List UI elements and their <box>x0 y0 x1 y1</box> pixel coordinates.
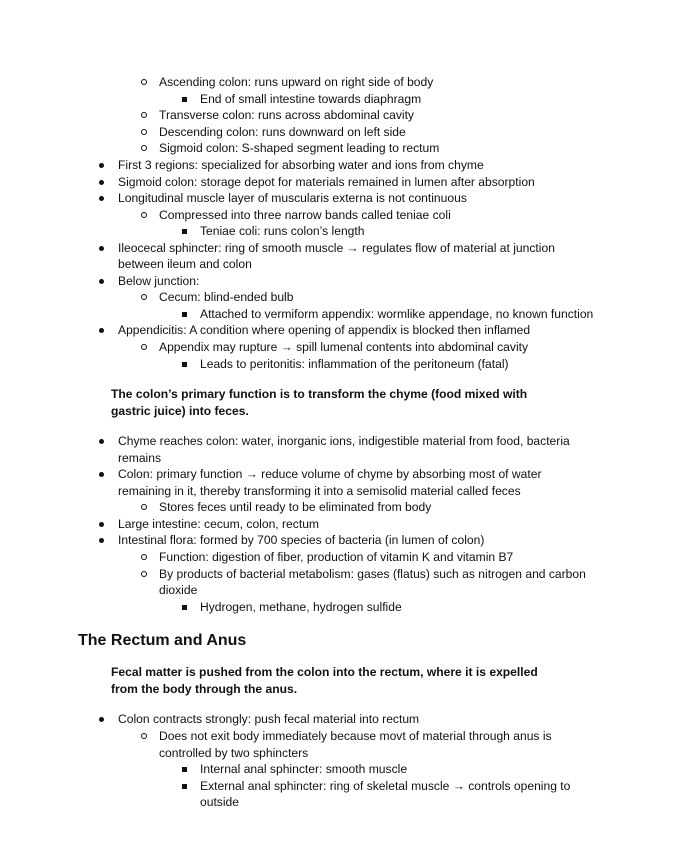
hollow-bullet-icon <box>141 504 147 510</box>
callout-line: Fecal matter is pushed from the colon into the rectum, where it is expelled <box>111 665 538 679</box>
list-item-continuation <box>0 582 691 598</box>
square-bullet-icon <box>182 784 187 789</box>
list-item-text: remaining in it, thereby transforming it into a semisolid material called feces <box>118 484 521 498</box>
hollow-bullet-icon <box>141 294 147 300</box>
list-item-text: Transverse colon: runs across abdominal cavity <box>159 108 414 122</box>
bullet-icon <box>99 180 104 185</box>
square-bullet-icon <box>182 767 187 772</box>
list-item-text: Leads to peritonitis: inflammation of the peritoneum (fatal) <box>200 357 509 371</box>
list-item-text: Cecum: blind-ended bulb <box>159 290 294 304</box>
hollow-bullet-icon <box>141 212 147 218</box>
list-item <box>0 273 691 289</box>
list-item <box>0 339 691 355</box>
bullet-icon <box>99 163 104 168</box>
list-item <box>0 516 691 532</box>
list-item <box>0 761 691 777</box>
list-item <box>0 566 691 582</box>
list-item-continuation <box>0 745 691 761</box>
list-item <box>0 223 691 239</box>
bullet-icon <box>99 538 104 543</box>
list-item-text: Descending colon: runs downward on left side <box>159 125 406 139</box>
square-bullet-icon <box>182 229 187 234</box>
list-item <box>0 91 691 107</box>
list-item-text: Does not exit body immediately because movt of material through anus is <box>159 729 552 743</box>
list-item <box>0 599 691 615</box>
section-heading: The Rectum and Anus <box>78 632 247 649</box>
list-item-text: External anal sphincter: ring of skeletal muscle → controls opening to <box>200 779 571 793</box>
hollow-bullet-icon <box>141 344 147 350</box>
list-item-text: dioxide <box>159 583 198 597</box>
list-item-text: Function: digestion of fiber, production of vitamin K and vitamin B7 <box>159 550 514 564</box>
hollow-bullet-icon <box>141 145 147 151</box>
bullet-icon <box>99 246 104 251</box>
list-item <box>0 356 691 372</box>
list-item <box>0 107 691 123</box>
bullet-icon <box>99 328 104 333</box>
list-item-continuation <box>0 256 691 272</box>
list-item <box>0 157 691 173</box>
bullet-icon <box>99 196 104 201</box>
list-item-text: Internal anal sphincter: smooth muscle <box>200 762 408 776</box>
list-item <box>0 322 691 338</box>
list-item-text: controlled by two sphincters <box>159 746 309 760</box>
hollow-bullet-icon <box>141 112 147 118</box>
list-item-continuation <box>0 794 691 810</box>
list-item-text: Intestinal flora: formed by 700 species of bacteria (in lumen of colon) <box>118 533 485 547</box>
list-item <box>0 289 691 305</box>
bullet-icon <box>99 439 104 444</box>
bullet-icon <box>99 717 104 722</box>
square-bullet-icon <box>182 97 187 102</box>
list-item <box>0 240 691 256</box>
hollow-bullet-icon <box>141 571 147 577</box>
list-item <box>0 124 691 140</box>
list-item-text: Chyme reaches colon: water, inorganic ions, indigestible material from food, bacteria <box>118 434 570 448</box>
list-item <box>0 174 691 190</box>
list-item-text: Appendicitis: A condition where opening of appendix is blocked then inflamed <box>118 323 531 337</box>
list-item-text: Large intestine: cecum, colon, rectum <box>118 517 319 531</box>
list-item-text: between ileum and colon <box>118 257 252 271</box>
list-item <box>0 728 691 744</box>
callout-line: from the body through the anus. <box>111 682 298 696</box>
list-item-continuation <box>0 450 691 466</box>
list-item-text: Ileocecal sphincter: ring of smooth muscle → regulates flow of material at junction <box>118 241 555 255</box>
hollow-bullet-icon <box>141 79 147 85</box>
list-item <box>0 207 691 223</box>
bullet-icon <box>99 472 104 477</box>
hollow-bullet-icon <box>141 733 147 739</box>
list-item-text: Sigmoid colon: S-shaped segment leading to rectum <box>159 141 440 155</box>
list-item-text: Attached to vermiform appendix: wormlike appendage, no known function <box>200 307 594 321</box>
list-item-text: remains <box>118 451 162 465</box>
list-item <box>0 306 691 322</box>
bullet-icon <box>99 522 104 527</box>
list-item-text: Teniae coli: runs colon’s length <box>200 224 365 238</box>
hollow-bullet-icon <box>141 129 147 135</box>
list-item <box>0 190 691 206</box>
list-item-text: Colon contracts strongly: push fecal material into rectum <box>118 712 420 726</box>
callout-line: The colon’s primary function is to transform the chyme (food mixed with <box>111 387 528 401</box>
list-item <box>0 466 691 482</box>
list-item-text: First 3 regions: specialized for absorbing water and ions from chyme <box>118 158 484 172</box>
list-item <box>0 778 691 794</box>
list-item-text: Appendix may rupture → spill lumenal contents into abdominal cavity <box>159 340 529 354</box>
square-bullet-icon <box>182 605 187 610</box>
list-item-text: Compressed into three narrow bands called teniae coli <box>159 208 451 222</box>
list-item <box>0 711 691 727</box>
bullet-icon <box>99 279 104 284</box>
list-item-text: Sigmoid colon: storage depot for materials remained in lumen after absorption <box>118 175 535 189</box>
list-item-text: Ascending colon: runs upward on right side of body <box>159 75 434 89</box>
list-item-text: Below junction: <box>118 274 200 288</box>
list-item-text: Colon: primary function → reduce volume of chyme by absorbing most of water <box>118 467 542 481</box>
list-item <box>0 549 691 565</box>
list-item-text: outside <box>200 795 239 809</box>
list-item <box>0 499 691 515</box>
list-item <box>0 433 691 449</box>
list-item <box>0 74 691 90</box>
square-bullet-icon <box>182 362 187 367</box>
list-item-text: End of small intestine towards diaphragm <box>200 92 422 106</box>
list-item <box>0 140 691 156</box>
callout-line: gastric juice) into feces. <box>111 404 249 418</box>
list-item <box>0 532 691 548</box>
list-item-text: Stores feces until ready to be eliminated from body <box>159 500 432 514</box>
list-item-text: Longitudinal muscle layer of muscularis externa is not continuous <box>118 191 467 205</box>
list-item-continuation <box>0 483 691 499</box>
hollow-bullet-icon <box>141 554 147 560</box>
list-item-text: By products of bacterial metabolism: gases (flatus) such as nitrogen and carbon <box>159 567 586 581</box>
list-item-text: Hydrogen, methane, hydrogen sulfide <box>200 600 402 614</box>
square-bullet-icon <box>182 312 187 317</box>
